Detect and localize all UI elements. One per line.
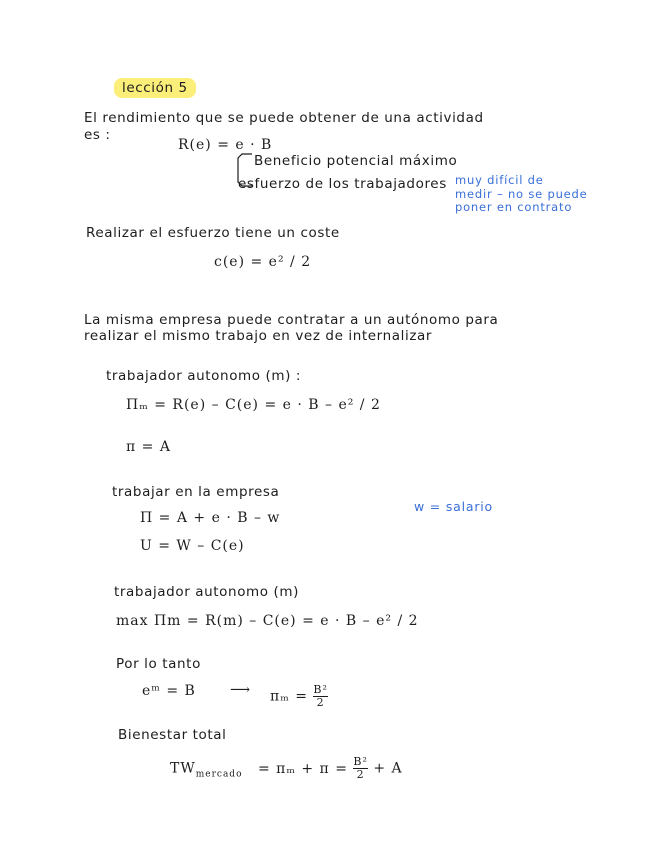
note-line-1: muy difícil de — [455, 173, 544, 187]
note-line-2: medir – no se puede — [455, 187, 588, 201]
s4-rhs — [270, 684, 328, 709]
s4-fraction — [313, 684, 328, 709]
s5-tail: + A — [373, 760, 403, 777]
para-line-2: realizar el mismo trabajo en vez de internalizar — [84, 328, 433, 344]
s1-heading: trabajador autonomo (m) : — [106, 368, 302, 384]
s5-num: B² — [353, 755, 368, 768]
s3-heading: trabajador autonomo (m) — [114, 584, 300, 600]
s2-eq1: Π = A + e · B – w — [140, 510, 281, 526]
s1-eq1: Πₘ = R(e) – C(e) = e · B – e² / 2 — [126, 397, 381, 413]
s4-rhs-text: πₘ = — [270, 688, 308, 705]
salario-note: w = salario — [414, 499, 494, 514]
s4-den: 2 — [316, 696, 325, 709]
para-line-1: La misma empresa puede contratar a un autónomo para — [84, 312, 499, 328]
s2-heading: trabajar en la empresa — [112, 484, 280, 500]
s2-eq2: U = W – C(e) — [140, 538, 245, 554]
s5-eq — [170, 756, 403, 781]
intro-line-1: El rendimiento que se puede obtener de una actividad — [84, 110, 484, 126]
s4-heading: Por lo tanto — [116, 656, 201, 672]
lesson-title: lección 5 — [122, 80, 188, 96]
note-line-3: poner en contrato — [455, 200, 573, 214]
s5-lhs: TW — [170, 760, 196, 777]
s4-lhs: eᵐ = B — [142, 683, 196, 699]
s5-den: 2 — [356, 768, 365, 781]
s1-eq2: π = A — [126, 439, 171, 455]
s3-eq: max Πm = R(m) – C(e) = e · B – e² / 2 — [116, 613, 419, 629]
formula-coste: c(e) = e² / 2 — [214, 254, 312, 270]
intro-line-2: es : — [84, 127, 111, 143]
brace-label-beneficio: Beneficio potencial máximo — [254, 153, 458, 169]
s5-fraction — [353, 756, 368, 781]
s5-sub: mercado — [195, 769, 243, 780]
formula-rendimiento: R(e) = e · B — [178, 137, 273, 153]
s5-heading: Bienestar total — [118, 727, 227, 743]
brace-label-esfuerzo: esfuerzo de los trabajadores — [238, 176, 447, 192]
s4-num: B² — [313, 683, 328, 696]
arrow-icon: ⟶ — [230, 682, 252, 698]
s5-mid: = πₘ + π = — [257, 760, 348, 777]
cost-sentence: Realizar el esfuerzo tiene un coste — [86, 225, 340, 241]
